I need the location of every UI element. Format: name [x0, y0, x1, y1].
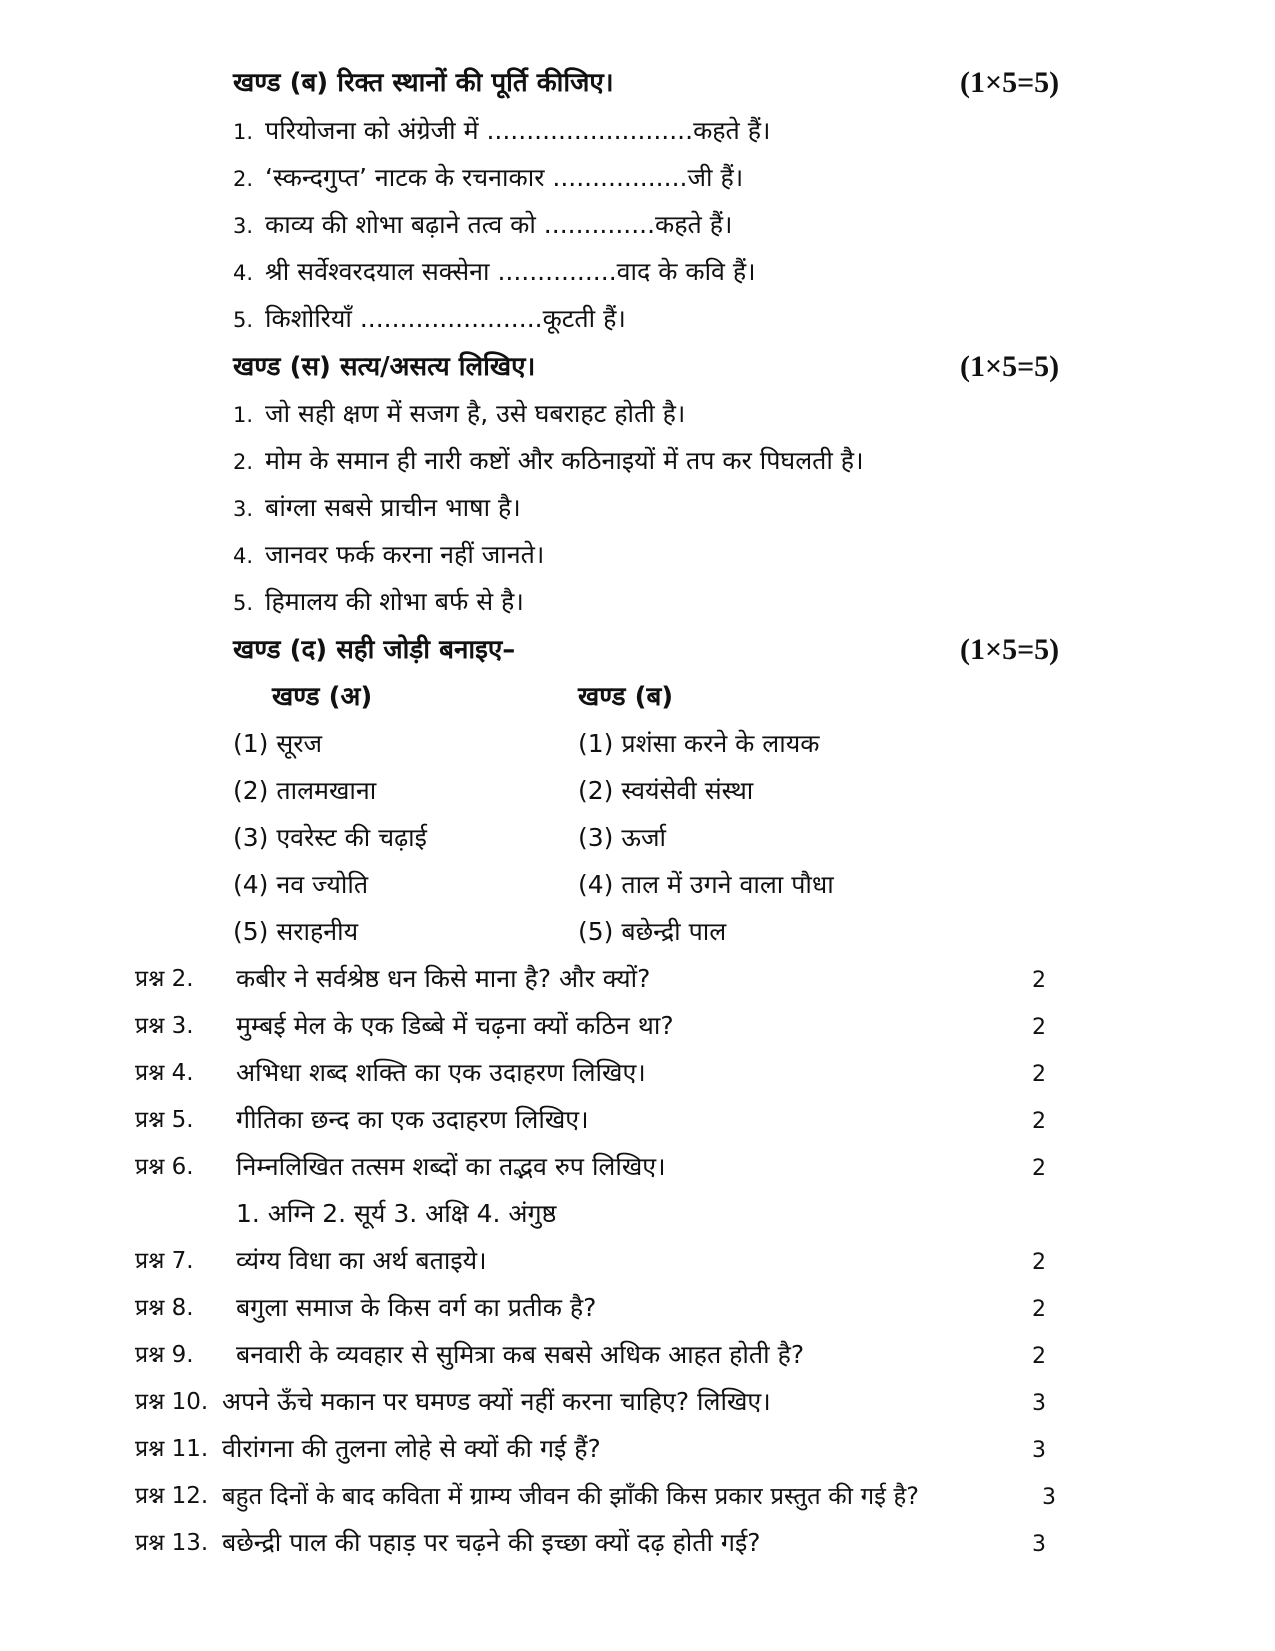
fill-blank-item — [233, 161, 743, 196]
match-right-item: (5) बछेन्द्री पाल — [578, 917, 727, 946]
question-text: गीतिका छन्द का एक उदाहरण लिखिए। — [236, 1105, 589, 1134]
question-number: प्रश्न 13. — [135, 1530, 209, 1556]
item-number: 2. — [233, 450, 254, 474]
question-number: प्रश्न 7. — [135, 1248, 194, 1274]
section-b-heading: खण्ड (ब) रिक्त स्थानों की पूर्ति कीजिए। — [233, 68, 614, 98]
question-subitems: 1. अग्नि 2. सूर्य 3. अक्षि 4. अंगुष्ठ — [236, 1199, 557, 1228]
item-text: श्री सर्वेश्वरदयाल सक्सेना ...............वाद के कवि हैं। — [265, 257, 756, 286]
item-text: बांग्ला सबसे प्राचीन भाषा है। — [265, 493, 521, 522]
question-number: प्रश्न 12. — [135, 1483, 209, 1509]
question-marks: 3 — [1032, 1391, 1046, 1416]
item-number: 5. — [233, 308, 254, 332]
question-text: वीरांगना की तुलना लोहे से क्यों की गई हैं? — [222, 1434, 601, 1463]
true-false-item — [233, 397, 685, 432]
question-marks: 2 — [1032, 1344, 1046, 1369]
question-marks: 3 — [1042, 1485, 1056, 1510]
true-false-item — [233, 585, 524, 620]
match-right-item: (2) स्वयंसेवी संस्था — [578, 776, 754, 805]
question-text: मुम्बई मेल के एक डिब्बे में चढ़ना क्यों कठिन था? — [236, 1011, 674, 1040]
item-text: परियोजना को अंग्रेजी में ..........................कहते हैं। — [265, 116, 771, 145]
question-marks: 2 — [1032, 1109, 1046, 1134]
item-number: 3. — [233, 214, 254, 238]
question-text: बछेन्द्री पाल की पहाड़ पर चढ़ने की इच्छा क्यों दढ़ होती गई? — [222, 1528, 761, 1557]
item-text: जो सही क्षण में सजग है, उसे घबराहट होती है। — [265, 399, 686, 428]
question-number: प्रश्न 9. — [135, 1342, 194, 1368]
item-text: ‘स्कन्दगुप्त’ नाटक के रचनाकार .................जी हैं। — [265, 163, 744, 192]
column-b-header: खण्ड (ब) — [578, 682, 674, 712]
question-number: प्रश्न 3. — [135, 1013, 194, 1039]
item-text: जानवर फर्क करना नहीं जानते। — [265, 540, 545, 569]
match-left-item: (2) तालमखाना — [233, 776, 377, 805]
section-c-heading: खण्ड (स) सत्य/असत्य लिखिए। — [233, 352, 536, 382]
item-number: 1. — [233, 120, 254, 144]
item-number: 3. — [233, 497, 254, 521]
item-number: 4. — [233, 261, 254, 285]
question-text: निम्नलिखित तत्सम शब्दों का तद्भव रुप लिखिए। — [236, 1152, 666, 1181]
match-right-item: (4) ताल में उगने वाला पौधा — [578, 870, 834, 899]
question-marks: 3 — [1032, 1438, 1046, 1463]
match-left-item: (4) नव ज्योति — [233, 870, 369, 899]
question-marks: 2 — [1032, 1297, 1046, 1322]
true-false-item — [233, 444, 864, 479]
column-a-header: खण्ड (अ) — [272, 682, 373, 712]
question-marks: 2 — [1032, 1156, 1046, 1181]
question-number: प्रश्न 2. — [135, 966, 194, 992]
question-marks: 2 — [1032, 968, 1046, 993]
item-text: मोम के समान ही नारी कष्टों और कठिनाइयों में तप कर पिघलती है। — [265, 446, 864, 475]
item-text: काव्य की शोभा बढ़ाने तत्व को ..............कहते हैं। — [265, 210, 733, 239]
match-left-item: (3) एवरेस्ट की चढ़ाई — [233, 823, 427, 852]
match-right-item: (3) ऊर्जा — [578, 823, 667, 852]
fill-blank-item — [233, 255, 756, 290]
question-number: प्रश्न 11. — [135, 1436, 209, 1462]
true-false-item — [233, 491, 521, 526]
match-right-item: (1) प्रशंसा करने के लायक — [578, 729, 820, 758]
question-number: प्रश्न 6. — [135, 1154, 194, 1180]
fill-blank-item — [233, 302, 626, 337]
item-number: 5. — [233, 591, 254, 615]
question-text: व्यंग्य विधा का अर्थ बताइये। — [236, 1246, 487, 1275]
question-text: बहुत दिनों के बाद कविता में ग्राम्य जीवन की झाँकी किस प्रकार प्रस्तुत की गई है? — [222, 1482, 919, 1510]
question-number: प्रश्न 4. — [135, 1060, 194, 1086]
question-text: अपने ऊँचे मकान पर घमण्ड क्यों नहीं करना चाहिए? लिखिए। — [222, 1387, 771, 1416]
question-marks: 2 — [1032, 1015, 1046, 1040]
question-marks: 2 — [1032, 1062, 1046, 1087]
section-c-marks: (1×5=5) — [960, 350, 1060, 383]
question-marks: 3 — [1032, 1532, 1046, 1557]
section-d-heading: खण्ड (द) सही जोड़ी बनाइए– — [233, 635, 516, 665]
item-number: 2. — [233, 167, 254, 191]
question-number: प्रश्न 5. — [135, 1107, 194, 1133]
true-false-item — [233, 538, 544, 573]
item-text: हिमालय की शोभा बर्फ से है। — [265, 587, 524, 616]
section-b-marks: (1×5=5) — [960, 66, 1060, 99]
question-marks: 2 — [1032, 1250, 1046, 1275]
item-text: किशोरियाँ .......................कूटती हैं। — [265, 304, 626, 333]
fill-blank-item — [233, 208, 732, 243]
question-text: बगुला समाज के किस वर्ग का प्रतीक है? — [236, 1293, 597, 1322]
question-number: प्रश्न 10. — [135, 1389, 209, 1415]
question-text: अभिधा शब्द शक्ति का एक उदाहरण लिखिए। — [236, 1058, 646, 1087]
question-number: प्रश्न 8. — [135, 1295, 194, 1321]
match-left-item: (1) सूरज — [233, 729, 323, 758]
question-text: बनवारी के व्यवहार से सुमित्रा कब सबसे अधिक आहत होती है? — [236, 1340, 805, 1369]
item-number: 4. — [233, 544, 254, 568]
item-number: 1. — [233, 403, 254, 427]
question-text: कबीर ने सर्वश्रेष्ठ धन किसे माना है? और क्यों? — [236, 964, 651, 993]
fill-blank-item — [233, 114, 771, 149]
section-d-marks: (1×5=5) — [960, 633, 1060, 666]
match-left-item: (5) सराहनीय — [233, 917, 359, 946]
